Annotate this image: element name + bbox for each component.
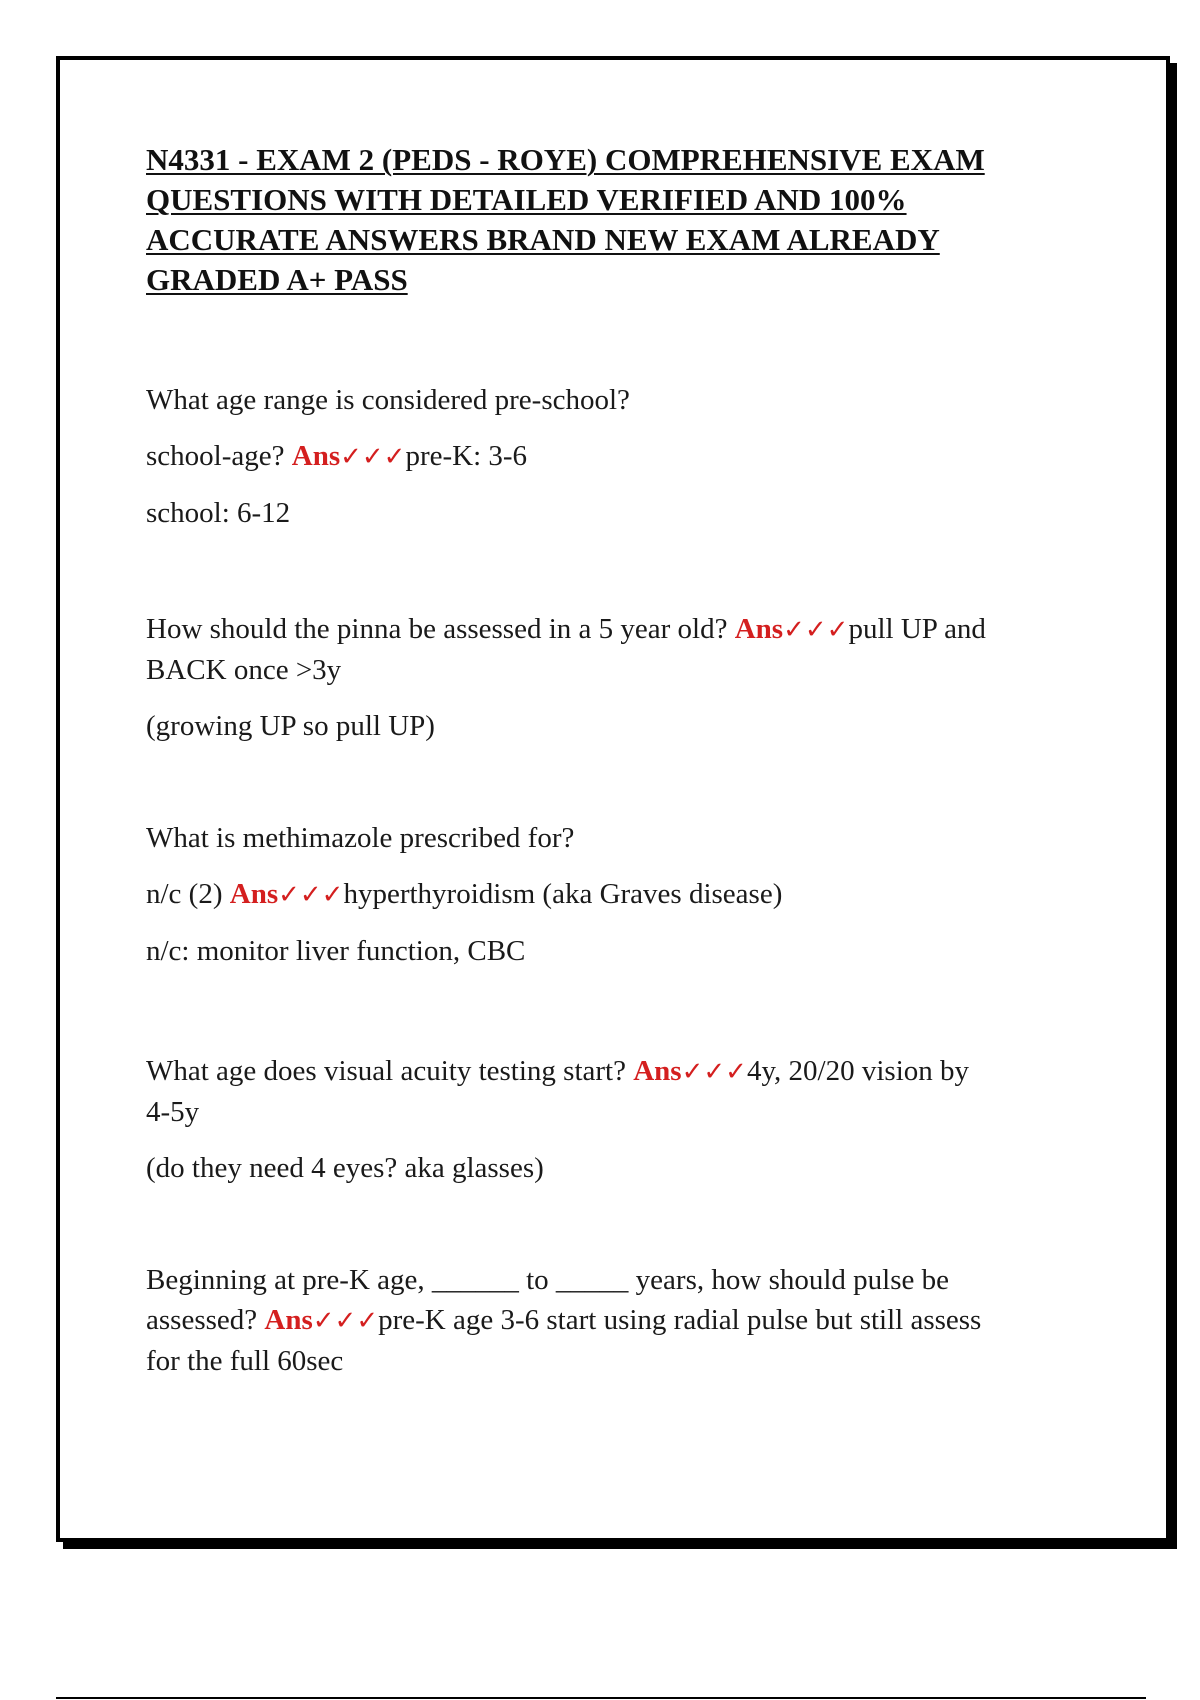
page-divider	[56, 1697, 1146, 1699]
title-line: N4331 - EXAM 2 (PEDS - ROYE) COMPREHENSIVE EXAM	[146, 142, 985, 177]
answer-label: Ans	[734, 613, 784, 645]
qa-block	[146, 609, 1086, 746]
qa-block	[146, 818, 1086, 971]
answer-text: pre-K age 3-6 start using radial pulse but still assess	[378, 1304, 982, 1336]
question-answer-line	[146, 1051, 1086, 1132]
question-text: What age does visual acuity testing start?	[146, 1055, 626, 1087]
question-answer-line	[146, 436, 1086, 477]
checkmark-icon: ✓✓✓	[340, 442, 406, 472]
title-line: QUESTIONS WITH DETAILED VERIFIED AND 100%	[146, 182, 907, 217]
answer-label: Ans	[291, 440, 341, 472]
question-text: What age range is considered pre-school?	[146, 384, 630, 416]
checkmark-icon: ✓✓✓	[783, 615, 849, 645]
title-line: ACCURATE ANSWERS BRAND NEW EXAM ALREADY	[146, 222, 940, 257]
question-text: Beginning at pre-K age, ______ to _____ years, how should pulse be	[146, 1264, 949, 1296]
answer-text: pull UP and	[848, 613, 986, 645]
answer-text: 4-5y	[146, 1096, 200, 1128]
answer-text: hyperthyroidism (aka Graves disease)	[343, 878, 783, 910]
qa-block	[146, 1051, 1086, 1188]
answer-extra: school: 6-12	[146, 497, 291, 529]
question-answer-line	[146, 1260, 1086, 1381]
checkmark-icon: ✓✓✓	[681, 1057, 747, 1087]
answer-extra: (growing UP so pull UP)	[146, 710, 435, 742]
question-answer-line	[146, 874, 1086, 915]
answer-text: BACK once >3y	[146, 654, 342, 686]
question-text: n/c (2)	[146, 878, 223, 910]
answer-label: Ans	[264, 1304, 313, 1336]
answer-extra: n/c: monitor liver function, CBC	[146, 935, 526, 967]
answer-text: 4y, 20/20 vision by	[746, 1055, 970, 1087]
answer-extra: (do they need 4 eyes? aka glasses)	[146, 1152, 544, 1184]
question-text: How should the pinna be assessed in a 5 year old?	[146, 613, 728, 645]
checkmark-icon: ✓✓✓	[278, 880, 344, 910]
qa-block	[146, 1260, 1086, 1381]
question-text: What is methimazole prescribed for?	[146, 822, 575, 854]
answer-label: Ans	[229, 878, 279, 910]
document-body	[146, 140, 1086, 1381]
qa-block	[146, 380, 1086, 533]
answer-label: Ans	[633, 1055, 682, 1087]
answer-text: pre-K: 3-6	[405, 440, 528, 472]
checkmark-icon: ✓✓✓	[312, 1306, 379, 1336]
title-line: GRADED A+ PASS	[146, 262, 408, 297]
question-text: assessed?	[146, 1304, 258, 1336]
question-text: school-age?	[146, 440, 285, 472]
answer-text: for the full 60sec	[146, 1345, 344, 1377]
document-title	[146, 140, 1086, 300]
question-answer-line	[146, 609, 1086, 690]
